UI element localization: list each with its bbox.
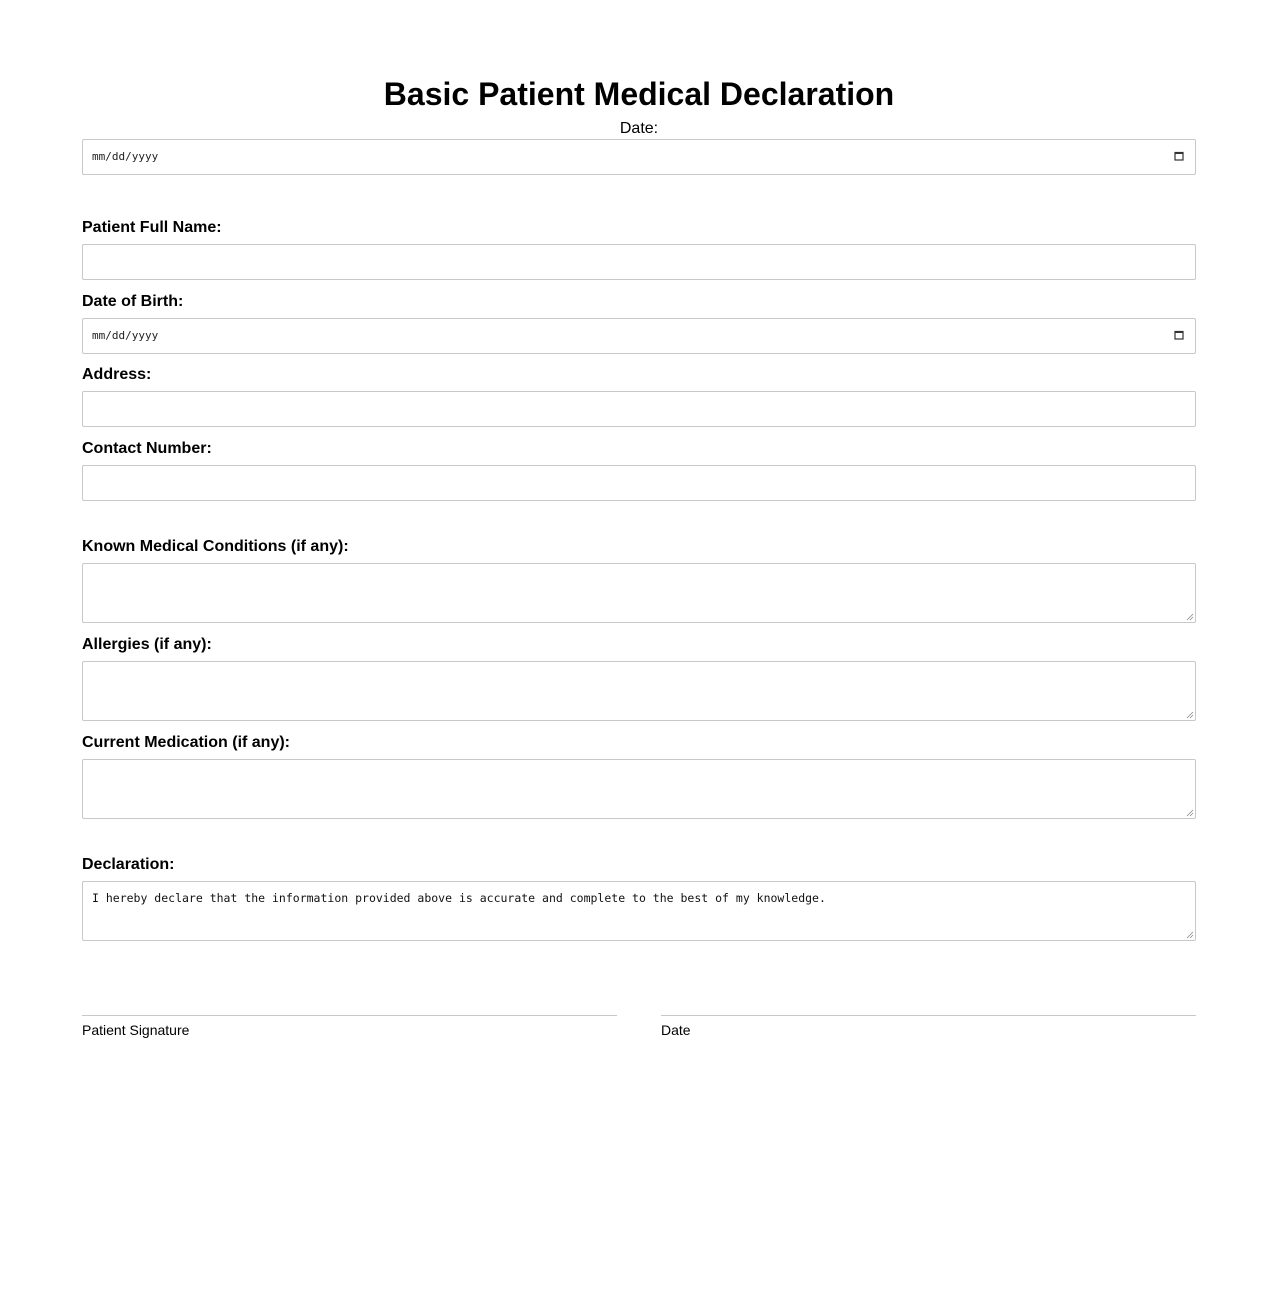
- declaration-text: I hereby declare that the information provided above is accurate and complete to the best of my knowledge.: [92, 891, 826, 905]
- signature-date-label: Date: [661, 1022, 691, 1038]
- patient-signature-label: Patient Signature: [82, 1022, 190, 1038]
- resize-handle-icon[interactable]: [1186, 931, 1194, 939]
- contact-input[interactable]: [82, 465, 1196, 501]
- contact-label: Contact Number:: [82, 440, 212, 457]
- address-input[interactable]: [82, 391, 1196, 427]
- allergies-textarea[interactable]: [82, 661, 1196, 721]
- medication-label: Current Medication (if any):: [82, 734, 291, 751]
- dob-input[interactable]: [82, 318, 1196, 354]
- resize-handle-icon[interactable]: [1186, 711, 1194, 719]
- dob-placeholder: mm/dd/yyyy: [92, 329, 159, 342]
- full-name-label: Patient Full Name:: [82, 219, 222, 236]
- allergies-label: Allergies (if any):: [82, 636, 212, 653]
- signature-line: [82, 1015, 617, 1016]
- calendar-icon[interactable]: [1174, 330, 1184, 340]
- declaration-label: Declaration:: [82, 856, 175, 873]
- resize-handle-icon[interactable]: [1186, 613, 1194, 621]
- address-label: Address:: [82, 366, 152, 383]
- declaration-textarea[interactable]: [82, 881, 1196, 941]
- conditions-label: Known Medical Conditions (if any):: [82, 538, 349, 555]
- date-input[interactable]: [82, 139, 1196, 175]
- date-label: Date:: [619, 120, 659, 137]
- medication-textarea[interactable]: [82, 759, 1196, 819]
- conditions-textarea[interactable]: [82, 563, 1196, 623]
- date-signature-line: [661, 1015, 1196, 1016]
- resize-handle-icon[interactable]: [1186, 809, 1194, 817]
- full-name-input[interactable]: [82, 244, 1196, 280]
- page-title: Basic Patient Medical Declaration: [383, 76, 895, 112]
- calendar-icon[interactable]: [1174, 151, 1184, 161]
- dob-label: Date of Birth:: [82, 293, 184, 310]
- date-placeholder: mm/dd/yyyy: [92, 150, 159, 163]
